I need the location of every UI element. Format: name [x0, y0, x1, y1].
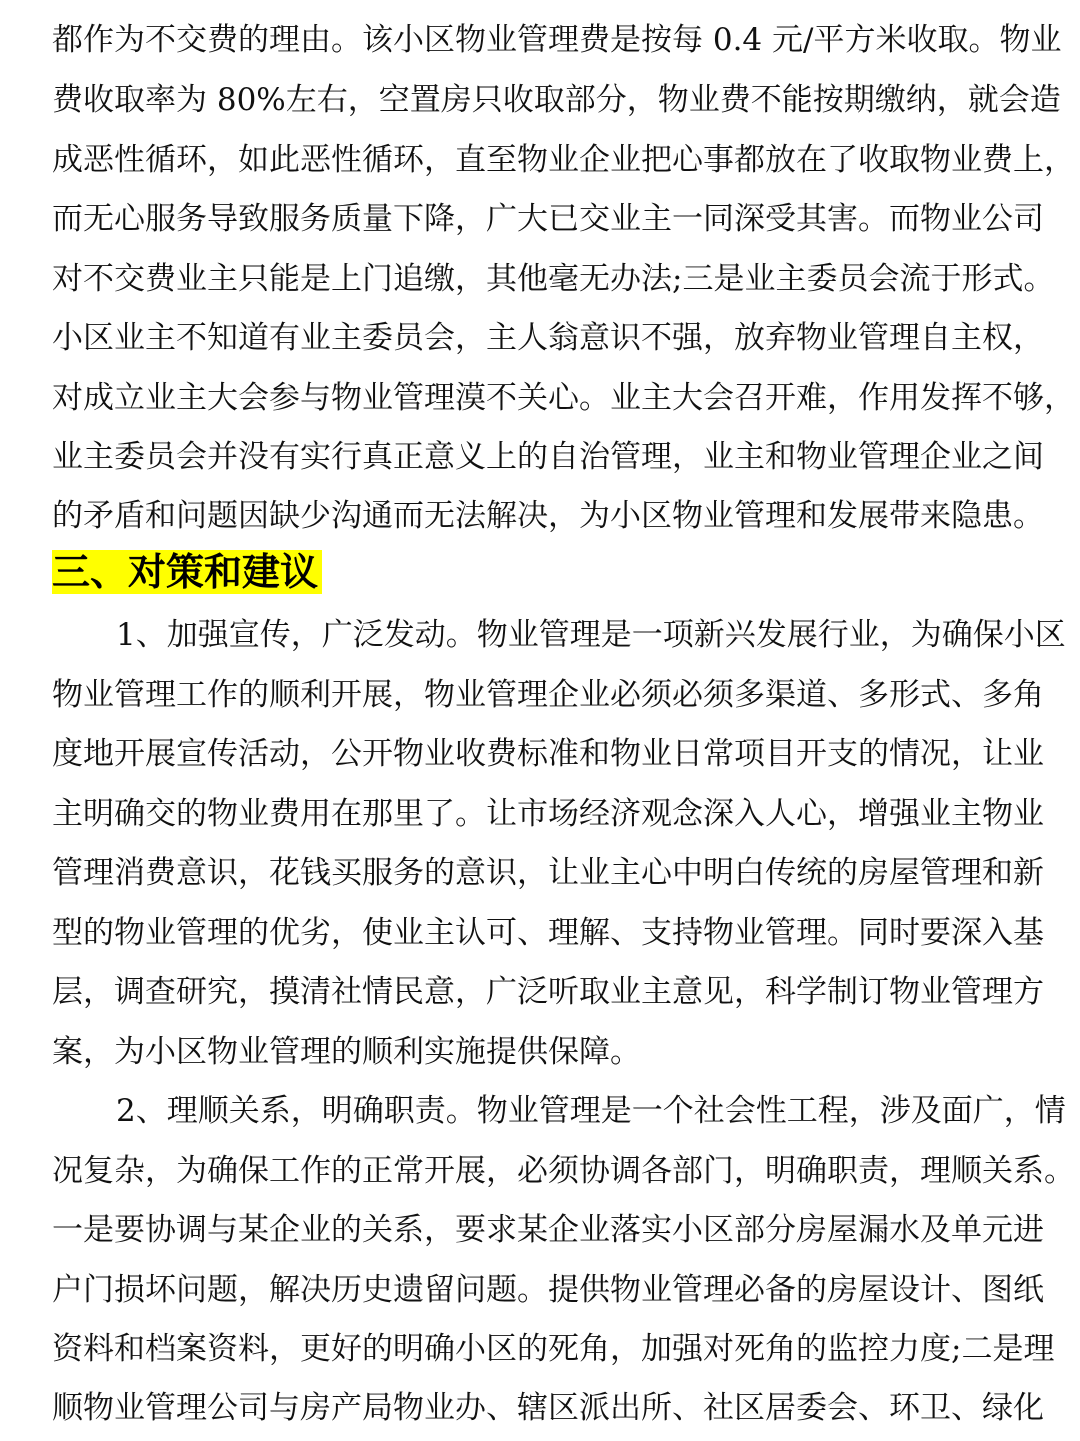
section-heading: [52, 543, 326, 601]
text-line: 都作为不交费的理由。该小区物业管理费是按每 0.4 元/平方米收取。物业: [52, 22, 1062, 58]
text-line: 对不交费业主只能是上门追缴，其他毫无办法;三是业主委员会流于形式。: [52, 261, 1055, 297]
paragraph-2-line: 况复杂，为确保工作的正常开展，必须协调各部门，明确职责，理顺关系。: [52, 1153, 1075, 1189]
paragraph-1-line: 1、加强宣传，广泛发动。物业管理是一项新兴发展行业，为确保小区: [116, 617, 1066, 653]
paragraph-1-line: 度地开展宣传活动，公开物业收费标准和物业日常项目开支的情况，让业: [52, 736, 1044, 772]
paragraph-2-line: 资料和档案资料，更好的明确小区的死角，加强对死角的监控力度;二是理: [52, 1331, 1055, 1367]
paragraph-2-line: 户门损坏问题，解决历史遗留问题。提供物业管理必备的房屋设计、图纸: [52, 1272, 1044, 1308]
paragraph-1-line: 管理消费意识，花钱买服务的意识，让业主心中明白传统的房屋管理和新: [52, 855, 1044, 891]
paragraph-2-line: 2、理顺关系，明确职责。物业管理是一个社会性工程，涉及面广，情: [116, 1093, 1066, 1129]
text-line: 成恶性循环，如此恶性循环，直至物业企业把心事都放在了收取物业费上，: [52, 142, 1075, 178]
paragraph-1-line: 物业管理工作的顺利开展，物业管理企业必须必须多渠道、多形式、多角: [52, 677, 1044, 713]
paragraph-2-line: 一是要协调与某企业的关系，要求某企业落实小区部分房屋漏水及单元进: [52, 1212, 1044, 1248]
paragraph-1-line: 层，调查研究，摸清社情民意，广泛听取业主意见，科学制订物业管理方: [52, 974, 1044, 1010]
paragraph-1-line: 案，为小区物业管理的顺利实施提供保障。: [52, 1034, 641, 1070]
paragraph-2-line: 顺物业管理公司与房产局物业办、辖区派出所、社区居委会、环卫、绿化: [52, 1390, 1044, 1426]
text-line: 小区业主不知道有业主委员会，主人翁意识不强，放弃物业管理自主权，: [52, 320, 1044, 356]
paragraph-1-line: 型的物业管理的优劣，使业主认可、理解、支持物业管理。同时要深入基: [52, 915, 1044, 951]
text-line: 的矛盾和问题因缺少沟通而无法解决，为小区物业管理和发展带来隐患。: [52, 498, 1044, 534]
section-heading-text: 三、对策和建议: [52, 550, 322, 594]
text-line: 而无心服务导致服务质量下降，广大已交业主一同深受其害。而物业公司: [52, 201, 1044, 237]
text-line: 对成立业主大会参与物业管理漠不关心。业主大会召开难，作用发挥不够，: [52, 380, 1075, 416]
paragraph-1-line: 主明确交的物业费用在那里了。让市场经济观念深入人心，增强业主物业: [52, 796, 1044, 832]
text-line: 业主委员会并没有实行真正意义上的自治管理，业主和物业管理企业之间: [52, 439, 1044, 475]
text-line: 费收取率为 80%左右，空置房只收取部分，物业费不能按期缴纳，就会造: [52, 82, 1061, 118]
